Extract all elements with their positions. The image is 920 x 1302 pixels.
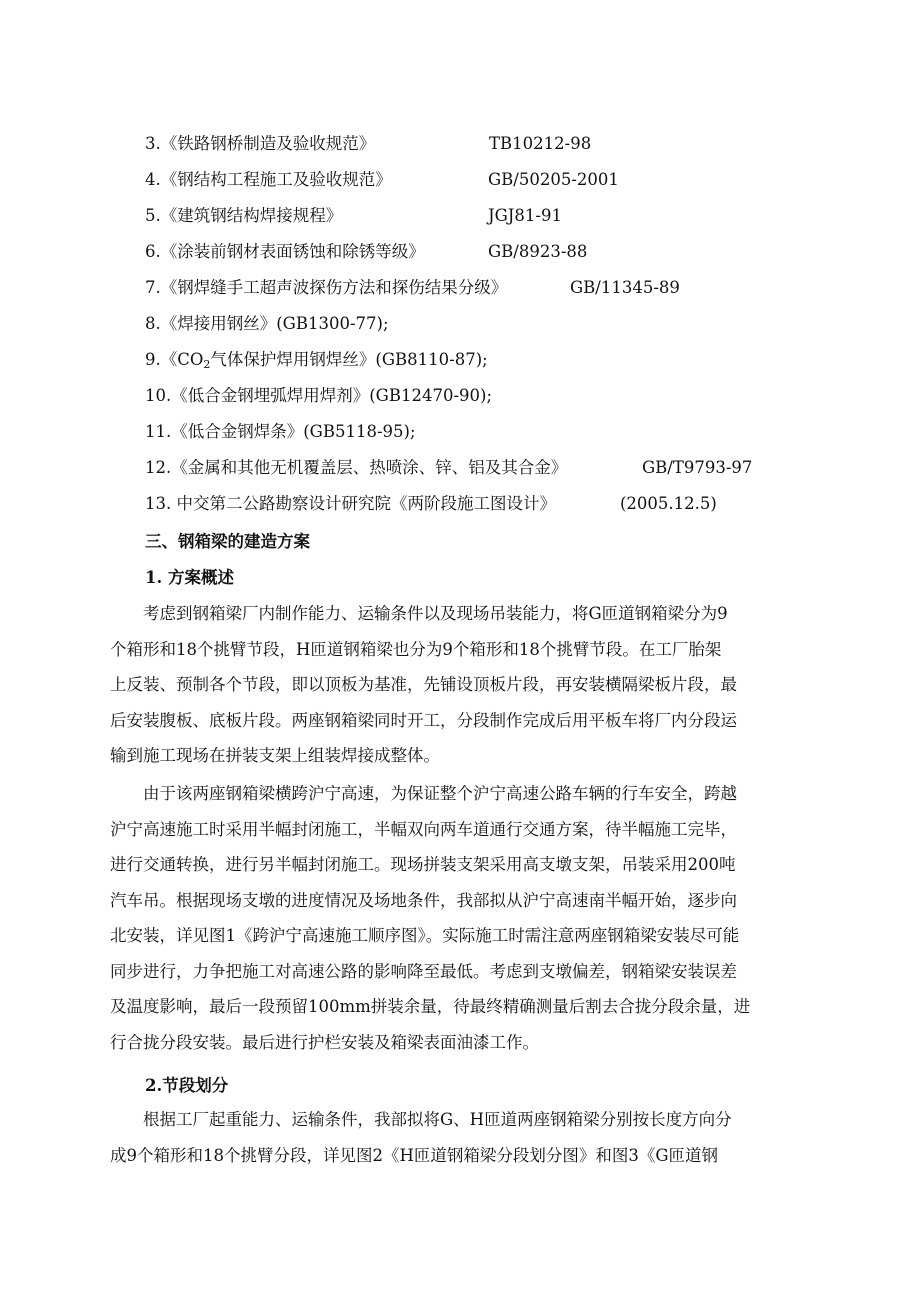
paragraph-line: 后安装腹板、底板片段。两座钢箱梁同时开工，分段制作完成后用平板车将厂内分段运 <box>110 710 737 730</box>
paragraph-line: 上反装、预制各个节段，即以顶板为基准，先铺设顶板片段，再安装横隔梁板片段，最 <box>110 675 737 694</box>
paragraph-line: 成9个箱形和18个挑臂分段，详见图2《H匝道钢箱梁分段划分图》和图3《G匝道钢 <box>110 1145 719 1165</box>
paragraph-line: 由于该两座钢箱梁横跨沪宁高速，为保证整个沪宁高速公路车辆的行车安全，跨越 <box>110 784 737 803</box>
reference-item-13-code: (2005.12.5) <box>620 494 717 513</box>
reference-item-5-code: JGJ81-91 <box>488 206 562 225</box>
paragraph-line: 考虑到钢箱梁厂内制作能力、运输条件以及现场吊装能力，将G匝道钢箱梁分为9 <box>110 604 728 623</box>
section-heading: 三、钢箱梁的建造方案 <box>145 532 310 551</box>
paragraph-line: 沪宁高速施工时采用半幅封闭施工，半幅双向两车道通行交通方案，待半幅施工完毕， <box>110 819 737 839</box>
paragraph-line: 根据工厂起重能力、运输条件，我部拟将G、H匝道两座钢箱梁分别按长度方向分 <box>110 1110 732 1129</box>
reference-item-4-code: GB/50205-2001 <box>488 170 619 189</box>
paragraph-line: 汽车吊。根据现场支墩的进度情况及场地条件，我部拟从沪宁高速南半幅开始，逐步向 <box>110 890 737 910</box>
reference-item-9-title-post: 气体保护焊用钢焊丝》(GB8110-87); <box>210 350 488 369</box>
reference-item-8-title: 8.《焊接用钢丝》(GB1300-77); <box>145 314 389 333</box>
paragraph-line: 进行交通转换，进行另半幅封闭施工。现场拼装支架采用高支墩支架，吊装采用200吨 <box>110 855 736 874</box>
reference-item-9-subscript: 2 <box>203 358 211 371</box>
paragraph-line: 输到施工现场在拼装支架上组装焊接成整体。 <box>110 746 440 765</box>
reference-item-4-title: 4.《钢结构工程施工及验收规范》 <box>145 170 392 189</box>
reference-item-11-title: 11.《低合金钢焊条》(GB5118-95); <box>145 422 416 441</box>
paragraph-line: 个箱形和18个挑臂节段，H匝道钢箱梁也分为9个箱形和18个挑臂节段。在工厂胎架 <box>110 639 722 659</box>
reference-item-6-code: GB/8923-88 <box>488 242 588 261</box>
reference-item-7-title: 7.《钢焊缝手工超声波探伤方法和探伤结果分级》 <box>145 278 508 297</box>
reference-item-3-title: 3.《铁路钢桥制造及验收规范》 <box>145 134 376 153</box>
reference-item-10-title: 10.《低合金钢埋弧焊用焊剂》(GB12470-90); <box>145 386 493 405</box>
segment-paragraph <box>110 1102 810 1173</box>
reference-item-6-title: 6.《涂装前钢材表面锈蚀和除锈等级》 <box>145 242 425 261</box>
overview-paragraph-1 <box>110 596 810 774</box>
reference-item-9-title <box>145 348 488 377</box>
overview-paragraph-2 <box>110 776 810 1060</box>
subsection-2-heading: 2.节段划分 <box>145 1076 229 1095</box>
reference-item-12-title: 12.《金属和其他无机覆盖层、热喷涂、锌、铝及其合金》 <box>145 458 568 477</box>
paragraph-line: 行合拢分段安装。最后进行护栏安装及箱梁表面油漆工作。 <box>110 1032 539 1052</box>
reference-item-7-code: GB/11345-89 <box>570 278 680 297</box>
reference-item-3-code: TB10212-98 <box>489 134 592 153</box>
reference-item-9-title-pre: 9.《CO <box>145 350 204 369</box>
reference-item-12-code: GB/T9793-97 <box>642 458 753 477</box>
paragraph-line: 同步进行，力争把施工对高速公路的影响降至最低。考虑到支墩偏差，钢箱梁安装误差 <box>110 961 737 981</box>
paragraph-line: 北安装，详见图1《跨沪宁高速施工顺序图》。实际施工时需注意两座钢箱梁安装尽可能 <box>110 926 740 945</box>
subsection-1-heading: 1. 方案概述 <box>145 568 234 587</box>
reference-item-5-title: 5.《建筑钢结构焊接规程》 <box>145 206 343 225</box>
reference-item-13-title: 13. 中交第二公路勘察设计研究院《两阶段施工图设计》 <box>145 494 556 513</box>
paragraph-line: 及温度影响，最后一段预留100mm拼装余量，待最终精确测量后割去合拢分段余量，进 <box>110 997 751 1016</box>
